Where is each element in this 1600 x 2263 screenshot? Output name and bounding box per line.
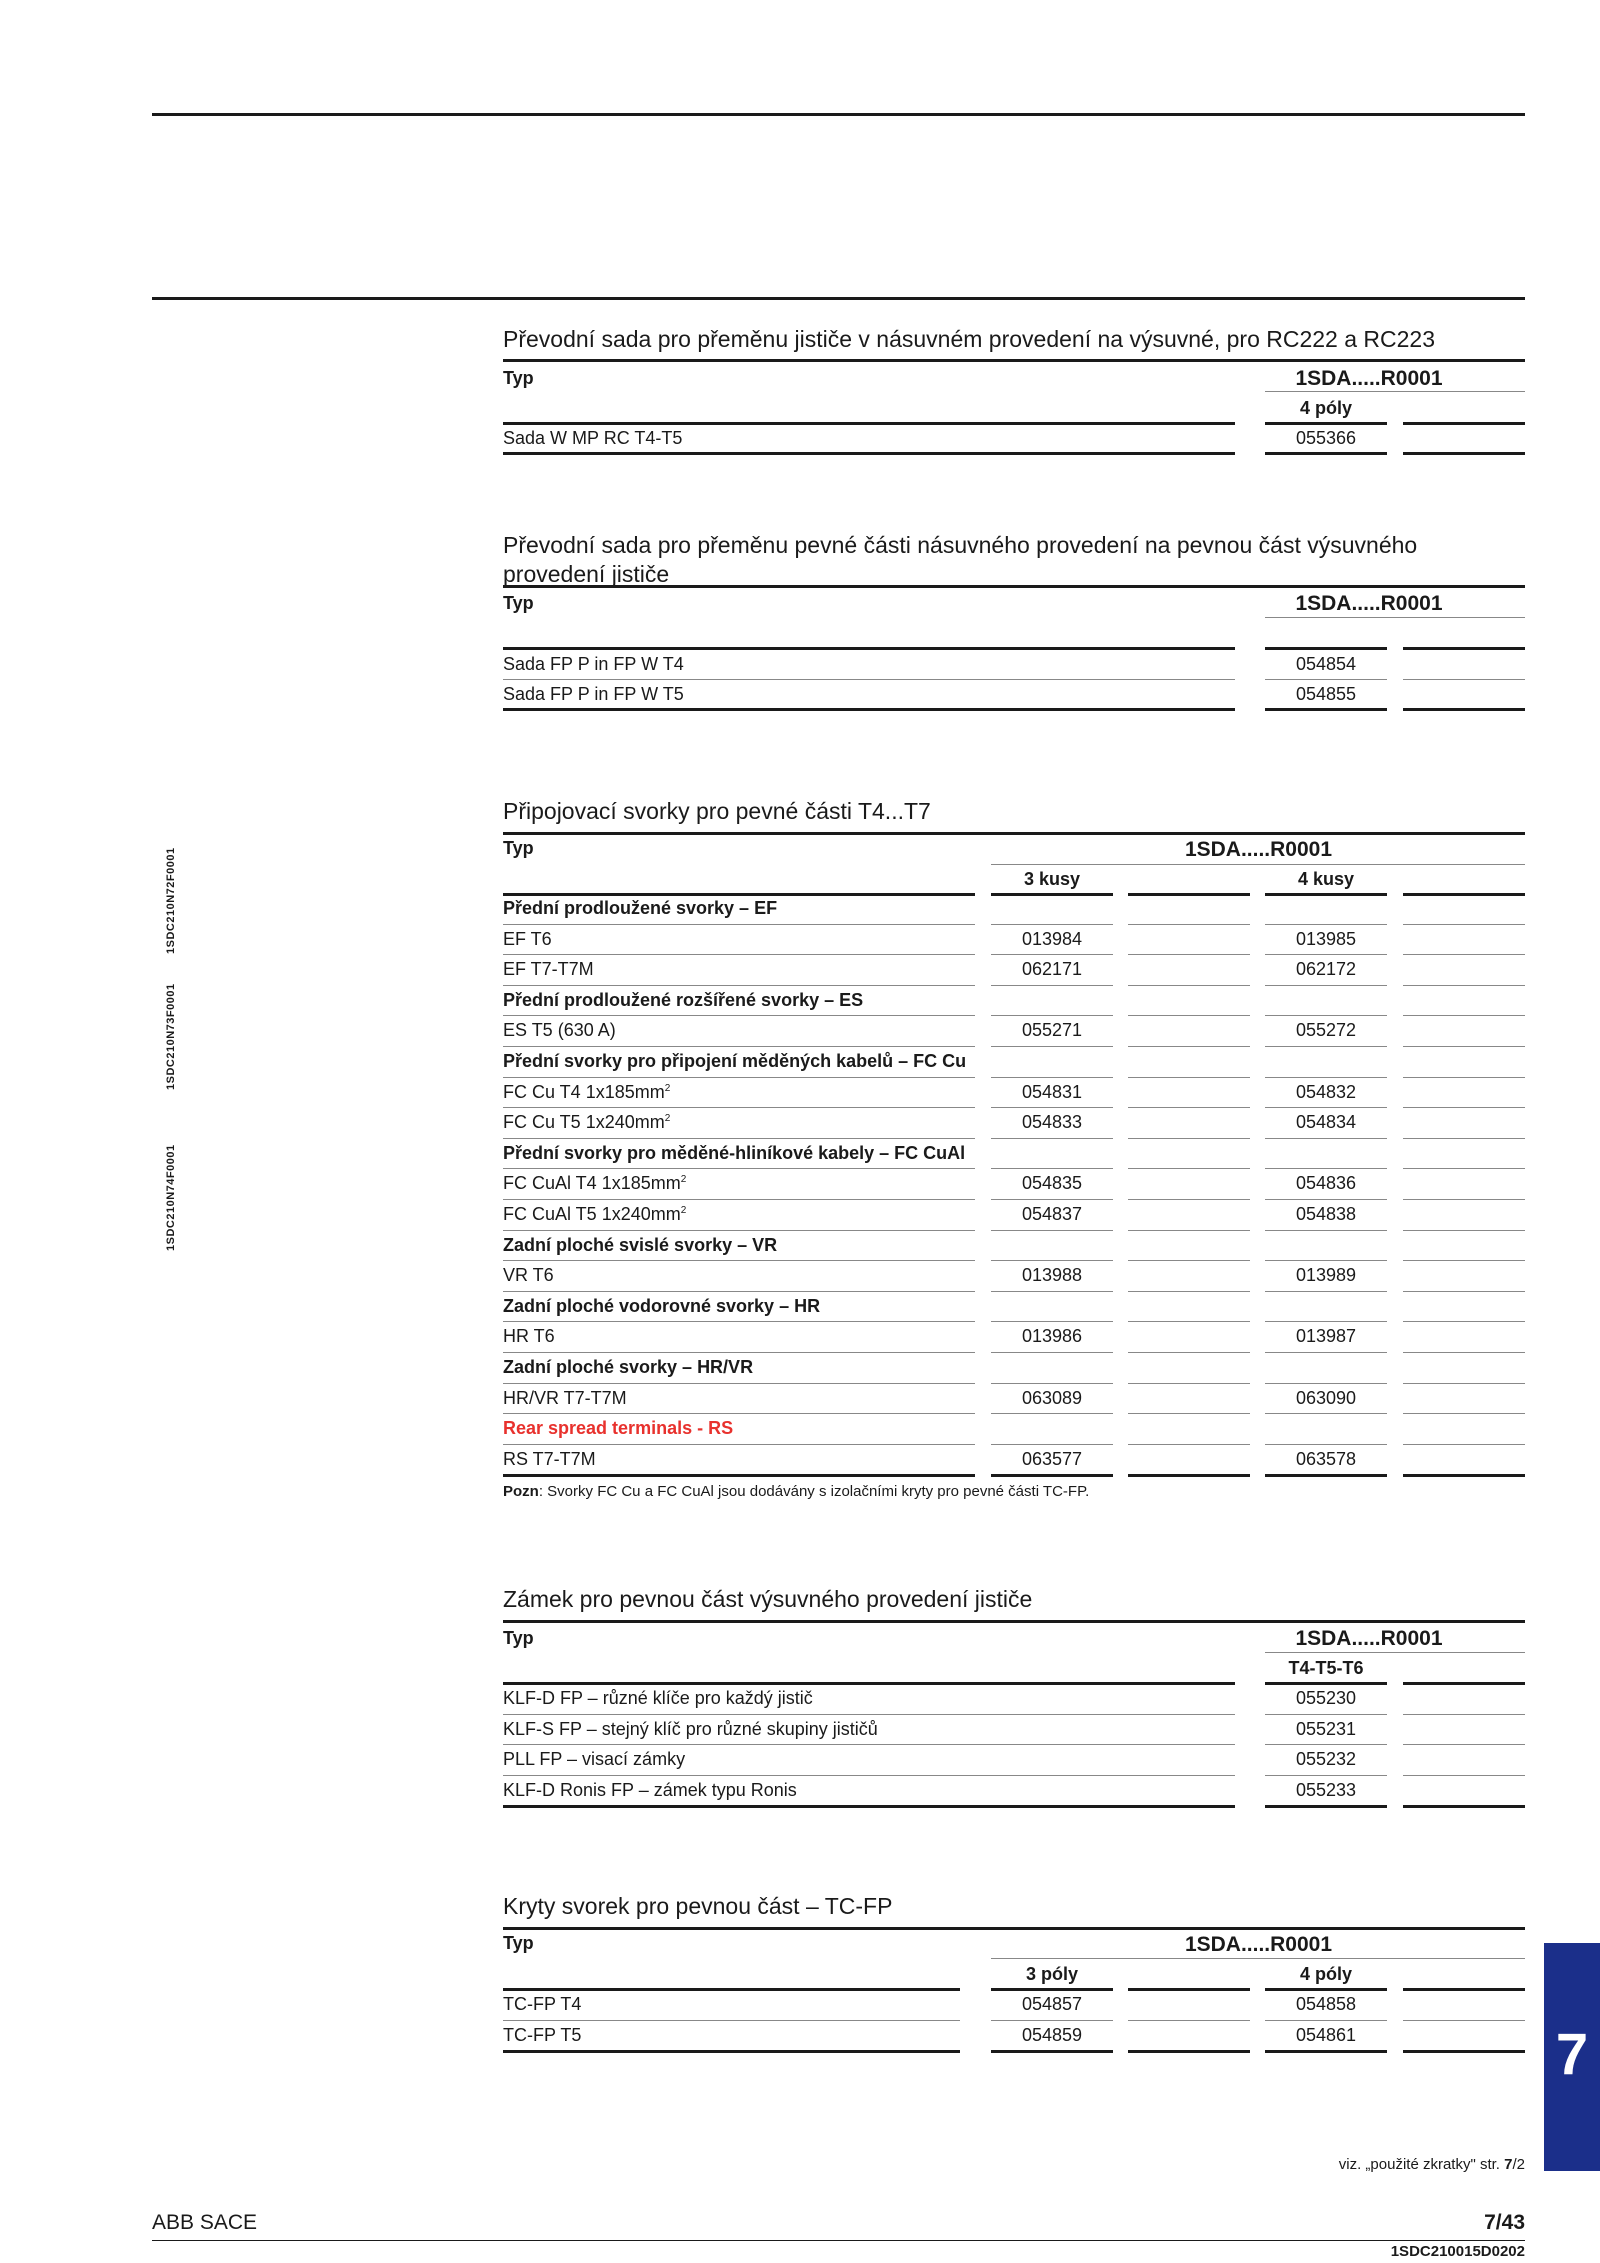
reference-page: 7 <box>1504 2156 1513 2173</box>
table-row <box>0 1078 1600 1108</box>
table-row <box>0 1169 1600 1199</box>
table-row <box>0 424 1600 454</box>
order-code: 013988 <box>1021 1265 1083 1286</box>
group-heading: Rear spread terminals - RS <box>503 1418 734 1439</box>
note-prefix: Pozn <box>503 1483 539 1500</box>
order-code: 054832 <box>1295 1081 1357 1102</box>
table-row <box>0 1200 1600 1230</box>
row-label: KLF-S FP – stejný klíč pro různé skupiny jističů <box>503 1718 878 1739</box>
table-row <box>0 1684 1600 1714</box>
section-title: Převodní sada pro přeměnu pevné části násuvného provedení na pevnou část výsuvného provedení jističe <box>503 532 1418 587</box>
order-code: 054831 <box>1021 1081 1083 1102</box>
typ-label: Typ <box>503 1933 534 1953</box>
order-code: 013985 <box>1295 928 1357 949</box>
order-code: 055271 <box>1021 1020 1083 1041</box>
note-text: : Svorky FC Cu a FC CuAl jsou dodávány s izolačními kryty pro pevné části TC-FP. <box>538 1483 1090 1500</box>
table-row <box>0 1322 1600 1352</box>
row-label: PLL FP – visací zámky <box>503 1749 686 1769</box>
company-name: ABB SACE <box>152 2211 258 2234</box>
table-row <box>0 986 1600 1016</box>
typ-label: Typ <box>503 838 534 858</box>
row-label: Sada W MP RC T4-T5 <box>503 428 683 448</box>
row-label: VR T6 <box>503 1265 554 1286</box>
group-heading: Přední svorky pro měděné-hliníkové kabely – FC CuAl <box>503 1142 966 1163</box>
order-code: 055272 <box>1295 1020 1357 1041</box>
section-title: Připojovací svorky pro pevné části T4...T7 <box>503 798 931 824</box>
page-number: 7/43 <box>1484 2211 1525 2234</box>
code-header: 1SDA.....R0001 <box>1184 1933 1333 1956</box>
order-code: 013986 <box>1021 1326 1083 1347</box>
row-label: EF T6 <box>503 928 552 949</box>
order-code: 063578 <box>1295 1448 1357 1469</box>
footer-rule <box>152 2240 1525 2241</box>
table-row <box>0 894 1600 924</box>
order-code: 054837 <box>1021 1204 1083 1224</box>
order-code: 055366 <box>1295 428 1357 448</box>
order-code: 054834 <box>1295 1112 1357 1133</box>
column-header-3: 3 kusy <box>1023 869 1081 889</box>
order-code: 013989 <box>1295 1265 1357 1286</box>
section-title: Kryty svorek pro pevnou část – TC-FP <box>503 1893 893 1919</box>
table-row <box>0 1384 1600 1414</box>
chapter-number: 7 <box>1555 2022 1589 2087</box>
row-label: FC CuAl T5 $1x240mm^2$ <box>503 1204 687 1224</box>
row-label: RS T7-T7M <box>503 1448 596 1469</box>
table-row <box>0 1745 1600 1775</box>
order-code: 054836 <box>1295 1173 1357 1194</box>
order-code: 054858 <box>1295 1994 1357 2014</box>
table-row <box>0 1231 1600 1261</box>
column-header-4: 4 póly <box>1299 1964 1352 1984</box>
order-code: 063577 <box>1021 1448 1083 1469</box>
section-title: Zámek pro pevnou část výsuvného provedení jističe <box>503 1586 1033 1612</box>
row-label: Sada FP P in FP W T4 <box>503 654 684 674</box>
row-label: TC-FP T4 <box>503 1994 582 2014</box>
code-header: 1SDA.....R0001 <box>1184 838 1333 861</box>
code-header: 1SDA.....R0001 <box>1295 367 1443 390</box>
group-heading: Zadní ploché vodorovné svorky – HR <box>503 1295 821 1316</box>
order-code: 013987 <box>1295 1326 1357 1347</box>
typ-label: Typ <box>503 593 534 613</box>
order-code: 055233 <box>1295 1779 1357 1800</box>
row-label: KLF-D FP – různé klíče pro každý jistič <box>503 1688 813 1708</box>
code-header: 1SDA.....R0001 <box>1295 592 1443 615</box>
order-code: 054838 <box>1295 1204 1357 1224</box>
order-code: 062171 <box>1021 959 1083 980</box>
column-header: T4-T5-T6 <box>1288 1658 1364 1678</box>
reference-page-suffix: /2 <box>1512 2156 1525 2173</box>
superscript: 2 <box>664 1113 671 1125</box>
side-code-1: 1SDC210N72F0001 <box>165 847 177 954</box>
group-heading: Přední prodloužené svorky – EF <box>503 898 778 918</box>
row-label: HR/VR T7-T7M <box>503 1387 627 1408</box>
table-row <box>0 1292 1600 1322</box>
table-row <box>0 2021 1600 2051</box>
table-row <box>0 1353 1600 1383</box>
row-label: TC-FP T5 <box>503 2024 582 2045</box>
top-rule <box>152 113 1525 116</box>
row-label: FC CuAl T4 $1x185mm^2$ <box>503 1173 687 1194</box>
table-row <box>0 1414 1600 1444</box>
order-code: 063089 <box>1021 1387 1083 1408</box>
group-heading: Zadní ploché svorky – HR/VR <box>503 1357 754 1377</box>
reference-text: viz. „použité zkratky" str. <box>1338 2156 1505 2173</box>
note <box>503 1483 1089 1500</box>
order-code: 055231 <box>1295 1718 1357 1739</box>
table-row <box>0 925 1600 955</box>
order-code: 054835 <box>1021 1173 1083 1194</box>
table-row <box>0 650 1600 680</box>
code-header: 1SDA.....R0001 <box>1295 1627 1443 1650</box>
table-row <box>0 1776 1600 1806</box>
column-header: 4 póly <box>1299 398 1352 418</box>
superscript: 2 <box>680 1174 687 1186</box>
row-label: HR T6 <box>503 1326 555 1347</box>
table-row <box>0 1047 1600 1077</box>
row-label: ES T5 (630 A) <box>503 1020 616 1041</box>
order-code: 055230 <box>1295 1688 1357 1708</box>
order-code: 055232 <box>1295 1749 1357 1769</box>
order-code: 062172 <box>1295 959 1357 980</box>
side-code-3: 1SDC210N74F0001 <box>165 1144 177 1251</box>
table-row <box>0 1445 1600 1475</box>
order-code: 054854 <box>1295 654 1357 674</box>
header-rule <box>152 297 1525 300</box>
table-row <box>0 1261 1600 1291</box>
document-code: 1SDC210015D0202 <box>1390 2243 1525 2260</box>
row-label: EF T7-T7M <box>503 959 594 980</box>
group-heading: Zadní ploché svislé svorky – VR <box>503 1234 778 1255</box>
order-code: 013984 <box>1021 928 1083 949</box>
superscript: 2 <box>680 1205 687 1216</box>
row-label: FC Cu T5 $1x240mm^2$ <box>503 1112 671 1133</box>
group-heading: Přední prodloužené rozšířené svorky – ES <box>503 989 864 1010</box>
order-code: 054859 <box>1021 2024 1083 2045</box>
table-row <box>0 1139 1600 1169</box>
table-row <box>0 1108 1600 1138</box>
table-row <box>0 1715 1600 1745</box>
column-header-4: 4 kusy <box>1297 869 1355 889</box>
table-row <box>0 955 1600 985</box>
table-row <box>0 680 1600 710</box>
typ-label: Typ <box>503 1628 534 1648</box>
table-row <box>0 1016 1600 1046</box>
superscript: 2 <box>664 1082 671 1094</box>
order-code: 054857 <box>1021 1994 1083 2014</box>
order-code: 054833 <box>1021 1112 1083 1133</box>
typ-label: Typ <box>503 368 534 388</box>
order-code: 063090 <box>1295 1387 1357 1408</box>
section-title: Převodní sada pro přeměnu jističe v násuvném provedení na výsuvné, pro RC222 a RC223 <box>503 326 1436 352</box>
row-label: Sada FP P in FP W T5 <box>503 684 684 704</box>
row-label: FC Cu T4 $1x185mm^2$ <box>503 1081 671 1102</box>
order-code: 054855 <box>1295 684 1357 704</box>
side-code-2: 1SDC210N73F0001 <box>165 983 177 1090</box>
row-label: KLF-D Ronis FP – zámek typu Ronis <box>503 1779 797 1800</box>
chapter-tab <box>1544 1943 1600 2171</box>
table-row <box>0 1990 1600 2020</box>
column-header-3: 3 póly <box>1025 1964 1078 1984</box>
abbreviations-reference <box>1339 2156 1525 2173</box>
group-heading: Přední svorky pro připojení měděných kabelů – FC Cu <box>503 1051 967 1071</box>
order-code: 054861 <box>1295 2024 1357 2045</box>
